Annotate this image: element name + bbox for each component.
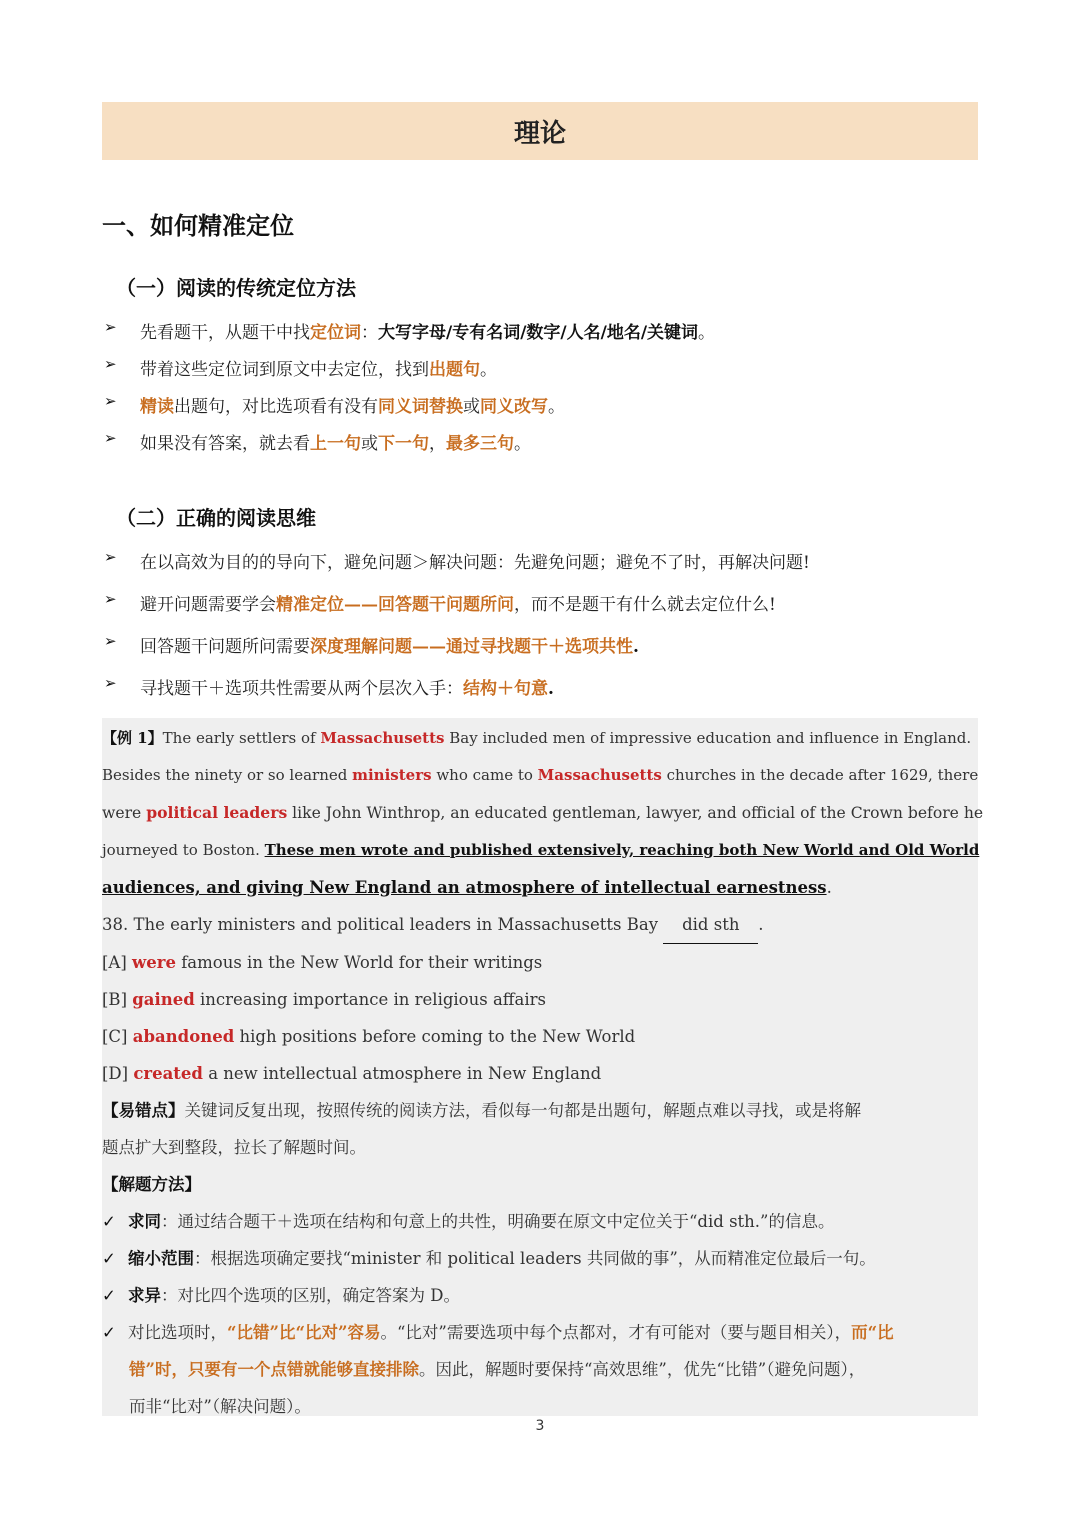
passage-line: 【例 1】The early settlers of Massachusetts Bay included men of impressive education and influence in England.	[102, 729, 972, 747]
subsection-heading-1: （一）阅读的传统定位方法	[116, 276, 356, 300]
method-item: ✓ 缩小范围：根据选项确定要找“minister 和 political leaders 共同做的事”，从而精准定位最后一句。	[102, 1240, 982, 1277]
answer-blank: did sth	[663, 906, 758, 944]
subsection-heading-2: （二）正确的阅读思维	[116, 506, 316, 530]
arrow-bullet-icon: ➢	[104, 429, 117, 447]
section-heading: 一、如何精准定位	[102, 212, 294, 240]
arrow-bullet-icon: ➢	[104, 548, 117, 566]
list-item: ➢ 带着这些定位词到原文中去定位，找到出题句。	[104, 355, 497, 380]
method-item-continued: 错”时，只要有一个点错就能够直接排除。因此，解题时要保持“高效思维”，优先“比错”（避免问题），	[129, 1360, 866, 1379]
list-item: ➢ 回答题干问题所问需要深度理解问题——通过寻找题干＋选项共性.	[104, 632, 639, 657]
check-icon: ✓	[102, 1323, 116, 1342]
option-d: [D] created a new intellectual atmosphere in New England	[102, 1064, 602, 1083]
page-title: 理论	[513, 118, 566, 149]
pitfall-line: 题点扩大到整段，拉长了解题时间。	[102, 1138, 366, 1157]
method-item: ✓ 对比选项时，“比错”比“比对”容易。“比对”需要选项中每个点都对，才有可能对（要与题目相关），而“比	[102, 1314, 982, 1351]
option-b: [B] gained increasing importance in religious affairs	[102, 990, 546, 1009]
list-item: ➢ 精读出题句，对比选项看有没有同义词替换或同义改写。	[104, 392, 565, 417]
passage-line: were political leaders like John Winthrop, an educated gentleman, lawyer, and official of the Crown before he	[102, 803, 984, 822]
question-stem: 38. The early ministers and political leaders in Massachusetts Bay did sth .	[102, 906, 982, 944]
method-item: ✓ 求同：通过结合题干＋选项在结构和句意上的共性，明确要在原文中定位关于“did sth.”的信息。	[102, 1203, 982, 1240]
list-item: ➢ 如果没有答案，就去看上一句或下一句，最多三句。	[104, 429, 531, 454]
method-item: ✓ 求异：对比四个选项的区别，确定答案为 D。	[102, 1277, 982, 1314]
arrow-bullet-icon: ➢	[104, 355, 117, 373]
passage-line: audiences, and giving New England an atmosphere of intellectual earnestness.	[102, 878, 832, 897]
list-item: ➢ 先看题干，从题干中找定位词：大写字母/专有名词/数字/人名/地名/关键词。	[104, 318, 716, 343]
example-block	[102, 720, 982, 1425]
option-c: [C] abandoned high positions before coming to the New World	[102, 1027, 636, 1046]
list-item: ➢ 在以高效为目的的导向下，避免问题＞解决问题：先避免问题；避免不了时，再解决问题!	[104, 548, 810, 573]
method-label: 【解题方法】	[102, 1175, 201, 1194]
arrow-bullet-icon: ➢	[104, 318, 117, 336]
page-number: 3	[535, 1418, 545, 1434]
option-a: [A] were famous in the New World for their writings	[102, 953, 543, 972]
check-icon: ✓	[102, 1249, 116, 1268]
check-icon: ✓	[102, 1212, 116, 1231]
arrow-bullet-icon: ➢	[104, 590, 117, 608]
check-icon: ✓	[102, 1286, 116, 1305]
thinking-list	[102, 548, 982, 716]
list-item: ➢ 避开问题需要学会精准定位——回答题干问题所问，而不是题干有什么就去定位什么!	[104, 590, 776, 615]
passage-line: Besides the ninety or so learned ministers who came to Massachusetts churches in the decade after 1629, there	[102, 766, 979, 784]
title-banner	[102, 102, 978, 160]
passage-line: journeyed to Boston. These men wrote and published extensively, reaching both New World and Old World	[102, 841, 980, 859]
arrow-bullet-icon: ➢	[104, 632, 117, 650]
method-list	[102, 318, 982, 466]
arrow-bullet-icon: ➢	[104, 674, 117, 692]
pitfall-line: 【易错点】关键词反复出现，按照传统的阅读方法，看似每一句都是出题句，解题点难以寻找，或是将解	[102, 1101, 861, 1120]
arrow-bullet-icon: ➢	[104, 392, 117, 410]
method-item-continued: 而非“比对”（解决问题）。	[129, 1397, 311, 1416]
list-item: ➢ 寻找题干＋选项共性需要从两个层次入手：结构＋句意.	[104, 674, 554, 699]
